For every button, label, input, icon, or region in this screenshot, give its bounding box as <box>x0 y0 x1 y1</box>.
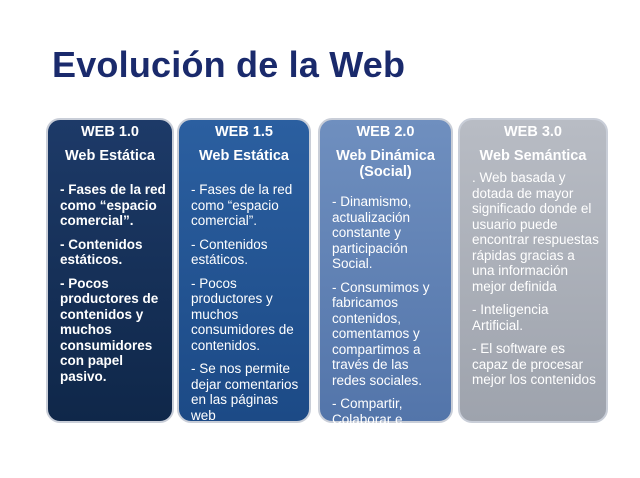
list-item: . Web basada y dotada de mayor significado donde el usuario puede encontrar respuestas rápidas gracias a una información mejor definida <box>472 170 599 294</box>
column-web-2-0 <box>318 118 453 442</box>
list-item: - Fases de la red como “espacio comercial”. <box>191 182 293 228</box>
column-header <box>48 120 172 164</box>
column-version: WEB 1.5 <box>214 124 273 140</box>
list-item: - Inteligencia Artificial. <box>472 302 549 333</box>
column-header <box>179 120 309 164</box>
column-version: WEB 2.0 <box>356 124 415 140</box>
column-subtitle: Web Estática <box>199 148 289 164</box>
list-item: - Contenidos estáticos. <box>60 236 143 267</box>
column-items <box>179 182 309 423</box>
column-header <box>460 120 606 164</box>
column-web-3-0 <box>458 118 608 423</box>
list-item: - Fases de la red como “espacio comercial”. <box>60 182 166 228</box>
list-item: - Compartir, Colaborar e Interactuar. <box>332 396 403 442</box>
column-subtitle: Web Estática <box>65 148 155 164</box>
list-item: - Pocos productores y muchos consumidores de contenidos. <box>191 275 294 353</box>
slide-title: Evolución de la Web <box>52 44 406 85</box>
column-subtitle: Web Dinámica (Social) <box>336 148 435 180</box>
column-items <box>48 182 172 384</box>
column-items <box>320 194 451 443</box>
list-item: - Dinamismo, actualización constante y participación Social. <box>332 194 412 271</box>
column-web-1-0 <box>46 118 174 423</box>
column-version: WEB 1.0 <box>80 124 139 140</box>
column-items <box>460 170 606 388</box>
list-item: - El software es capaz de procesar mejor los contenidos <box>472 341 596 387</box>
list-item: - Contenidos estáticos. <box>191 236 268 267</box>
list-item: - Se nos permite dejar comentarios en las páginas web <box>191 361 299 423</box>
list-item: - Consumimos y fabricamos contenidos, comentamos y compartimos a través de las redes sociales. <box>332 279 430 388</box>
list-item: - Pocos productores de contenidos y muchos consumidores con papel pasivo. <box>60 275 159 384</box>
column-version: WEB 3.0 <box>503 124 562 140</box>
column-header <box>320 120 451 180</box>
column-web-1-5 <box>177 118 311 423</box>
column-subtitle: Web Semántica <box>479 148 587 164</box>
